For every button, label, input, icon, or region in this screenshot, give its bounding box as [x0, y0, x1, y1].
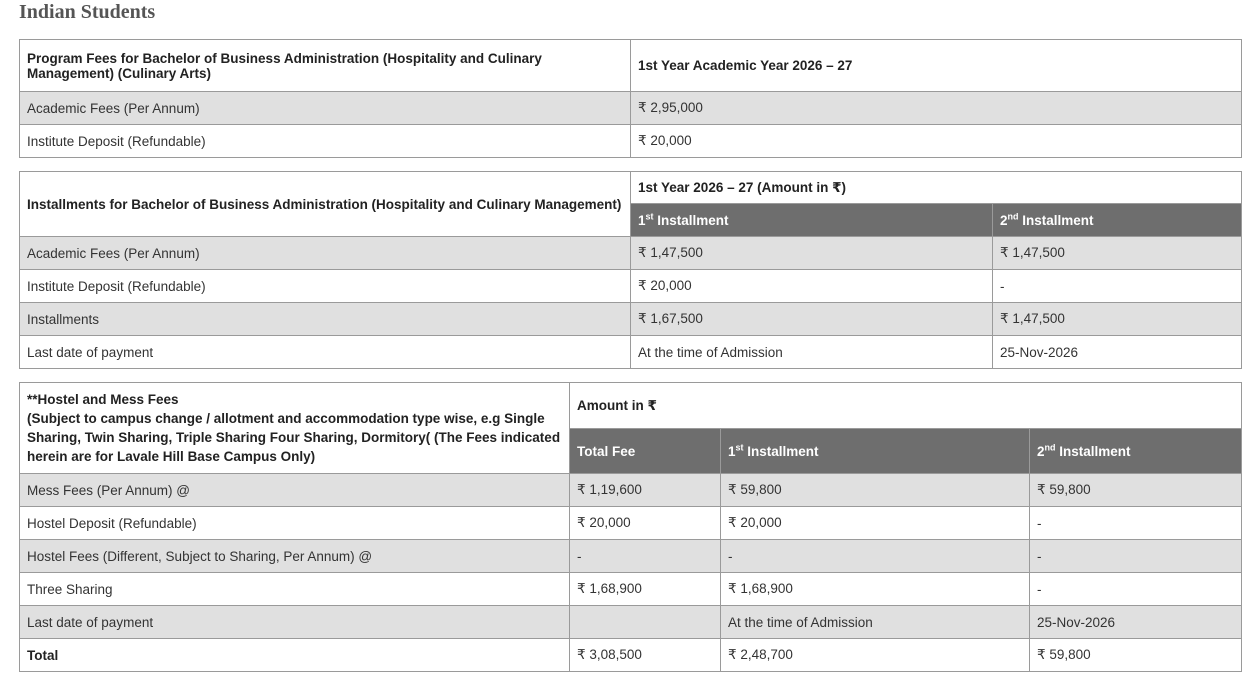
- table-cell: -: [1030, 507, 1242, 540]
- table-row-label: Institute Deposit (Refundable): [20, 270, 631, 303]
- table-cell: ₹ 1,68,900: [721, 573, 1030, 606]
- program-fees-year-header: 1st Year Academic Year 2026 – 27: [631, 40, 1242, 92]
- table-cell: 25-Nov-2026: [993, 336, 1242, 369]
- table-cell: At the time of Admission: [631, 336, 993, 369]
- table-cell: ₹ 20,000: [631, 270, 993, 303]
- table-row-label: Hostel Deposit (Refundable): [20, 507, 570, 540]
- table-cell: -: [570, 540, 721, 573]
- table-cell: ₹ 59,800: [1030, 474, 1242, 507]
- amount-header: Amount in ₹: [570, 383, 1242, 429]
- table-cell: ₹ 59,800: [1030, 639, 1242, 672]
- hostel-fees-title: **Hostel and Mess Fees: [27, 392, 179, 407]
- table-cell: ₹ 59,800: [721, 474, 1030, 507]
- hostel-fees-note: (Subject to campus change / allotment and accommodation type wise, e.g Single Sharing, Twin Sharing, Triple Sharing Four Sharing, Dormitory( (The Fees indicated herein are for Lavale Hill Base Campus Only): [27, 411, 561, 464]
- table-row-value: ₹ 20,000: [631, 125, 1242, 158]
- page-title: Indian Students: [19, 1, 156, 23]
- table-row-label: Total: [20, 639, 570, 672]
- installments-year-header: 1st Year 2026 – 27 (Amount in ₹): [631, 172, 1242, 204]
- table-cell: ₹ 3,08,500: [570, 639, 721, 672]
- table-cell: ₹ 2,48,700: [721, 639, 1030, 672]
- table-cell: ₹ 1,67,500: [631, 303, 993, 336]
- table-cell: -: [1030, 573, 1242, 606]
- hostel-fees-table: [19, 382, 1242, 672]
- table-cell: ₹ 1,68,900: [570, 573, 721, 606]
- table-row-label: Academic Fees (Per Annum): [20, 237, 631, 270]
- table-cell: ₹ 1,47,500: [993, 303, 1242, 336]
- hostel-fees-header: [20, 383, 570, 474]
- table-cell: -: [1030, 540, 1242, 573]
- table-row-label: Academic Fees (Per Annum): [20, 92, 631, 125]
- installment-2-header: 2nd Installment: [993, 204, 1242, 237]
- table-cell: [570, 606, 721, 639]
- table-row-label: Installments: [20, 303, 631, 336]
- table-row-label: Mess Fees (Per Annum) @: [20, 474, 570, 507]
- table-row-label: Three Sharing: [20, 573, 570, 606]
- installment-1-header: 1st Installment: [721, 429, 1030, 474]
- table-row-value: ₹ 2,95,000: [631, 92, 1242, 125]
- program-fees-table: [19, 39, 1242, 158]
- table-row-label: Last date of payment: [20, 606, 570, 639]
- table-row-label: Institute Deposit (Refundable): [20, 125, 631, 158]
- table-cell: -: [721, 540, 1030, 573]
- table-cell: -: [993, 270, 1242, 303]
- installments-table: [19, 171, 1242, 369]
- table-cell: ₹ 1,47,500: [993, 237, 1242, 270]
- table-cell: ₹ 20,000: [721, 507, 1030, 540]
- table-cell: ₹ 1,47,500: [631, 237, 993, 270]
- table-row-label: Last date of payment: [20, 336, 631, 369]
- table-row-label: Hostel Fees (Different, Subject to Sharing, Per Annum) @: [20, 540, 570, 573]
- table-cell: At the time of Admission: [721, 606, 1030, 639]
- table-cell: ₹ 1,19,600: [570, 474, 721, 507]
- total-fee-header: Total Fee: [570, 429, 721, 474]
- installment-1-header: 1st Installment: [631, 204, 993, 237]
- table-cell: ₹ 20,000: [570, 507, 721, 540]
- program-fees-header: Program Fees for Bachelor of Business Administration (Hospitality and Culinary Management) (Culinary Arts): [20, 40, 631, 92]
- table-cell: 25-Nov-2026: [1030, 606, 1242, 639]
- installment-2-header: 2nd Installment: [1030, 429, 1242, 474]
- installments-header: Installments for Bachelor of Business Administration (Hospitality and Culinary Management): [20, 172, 631, 237]
